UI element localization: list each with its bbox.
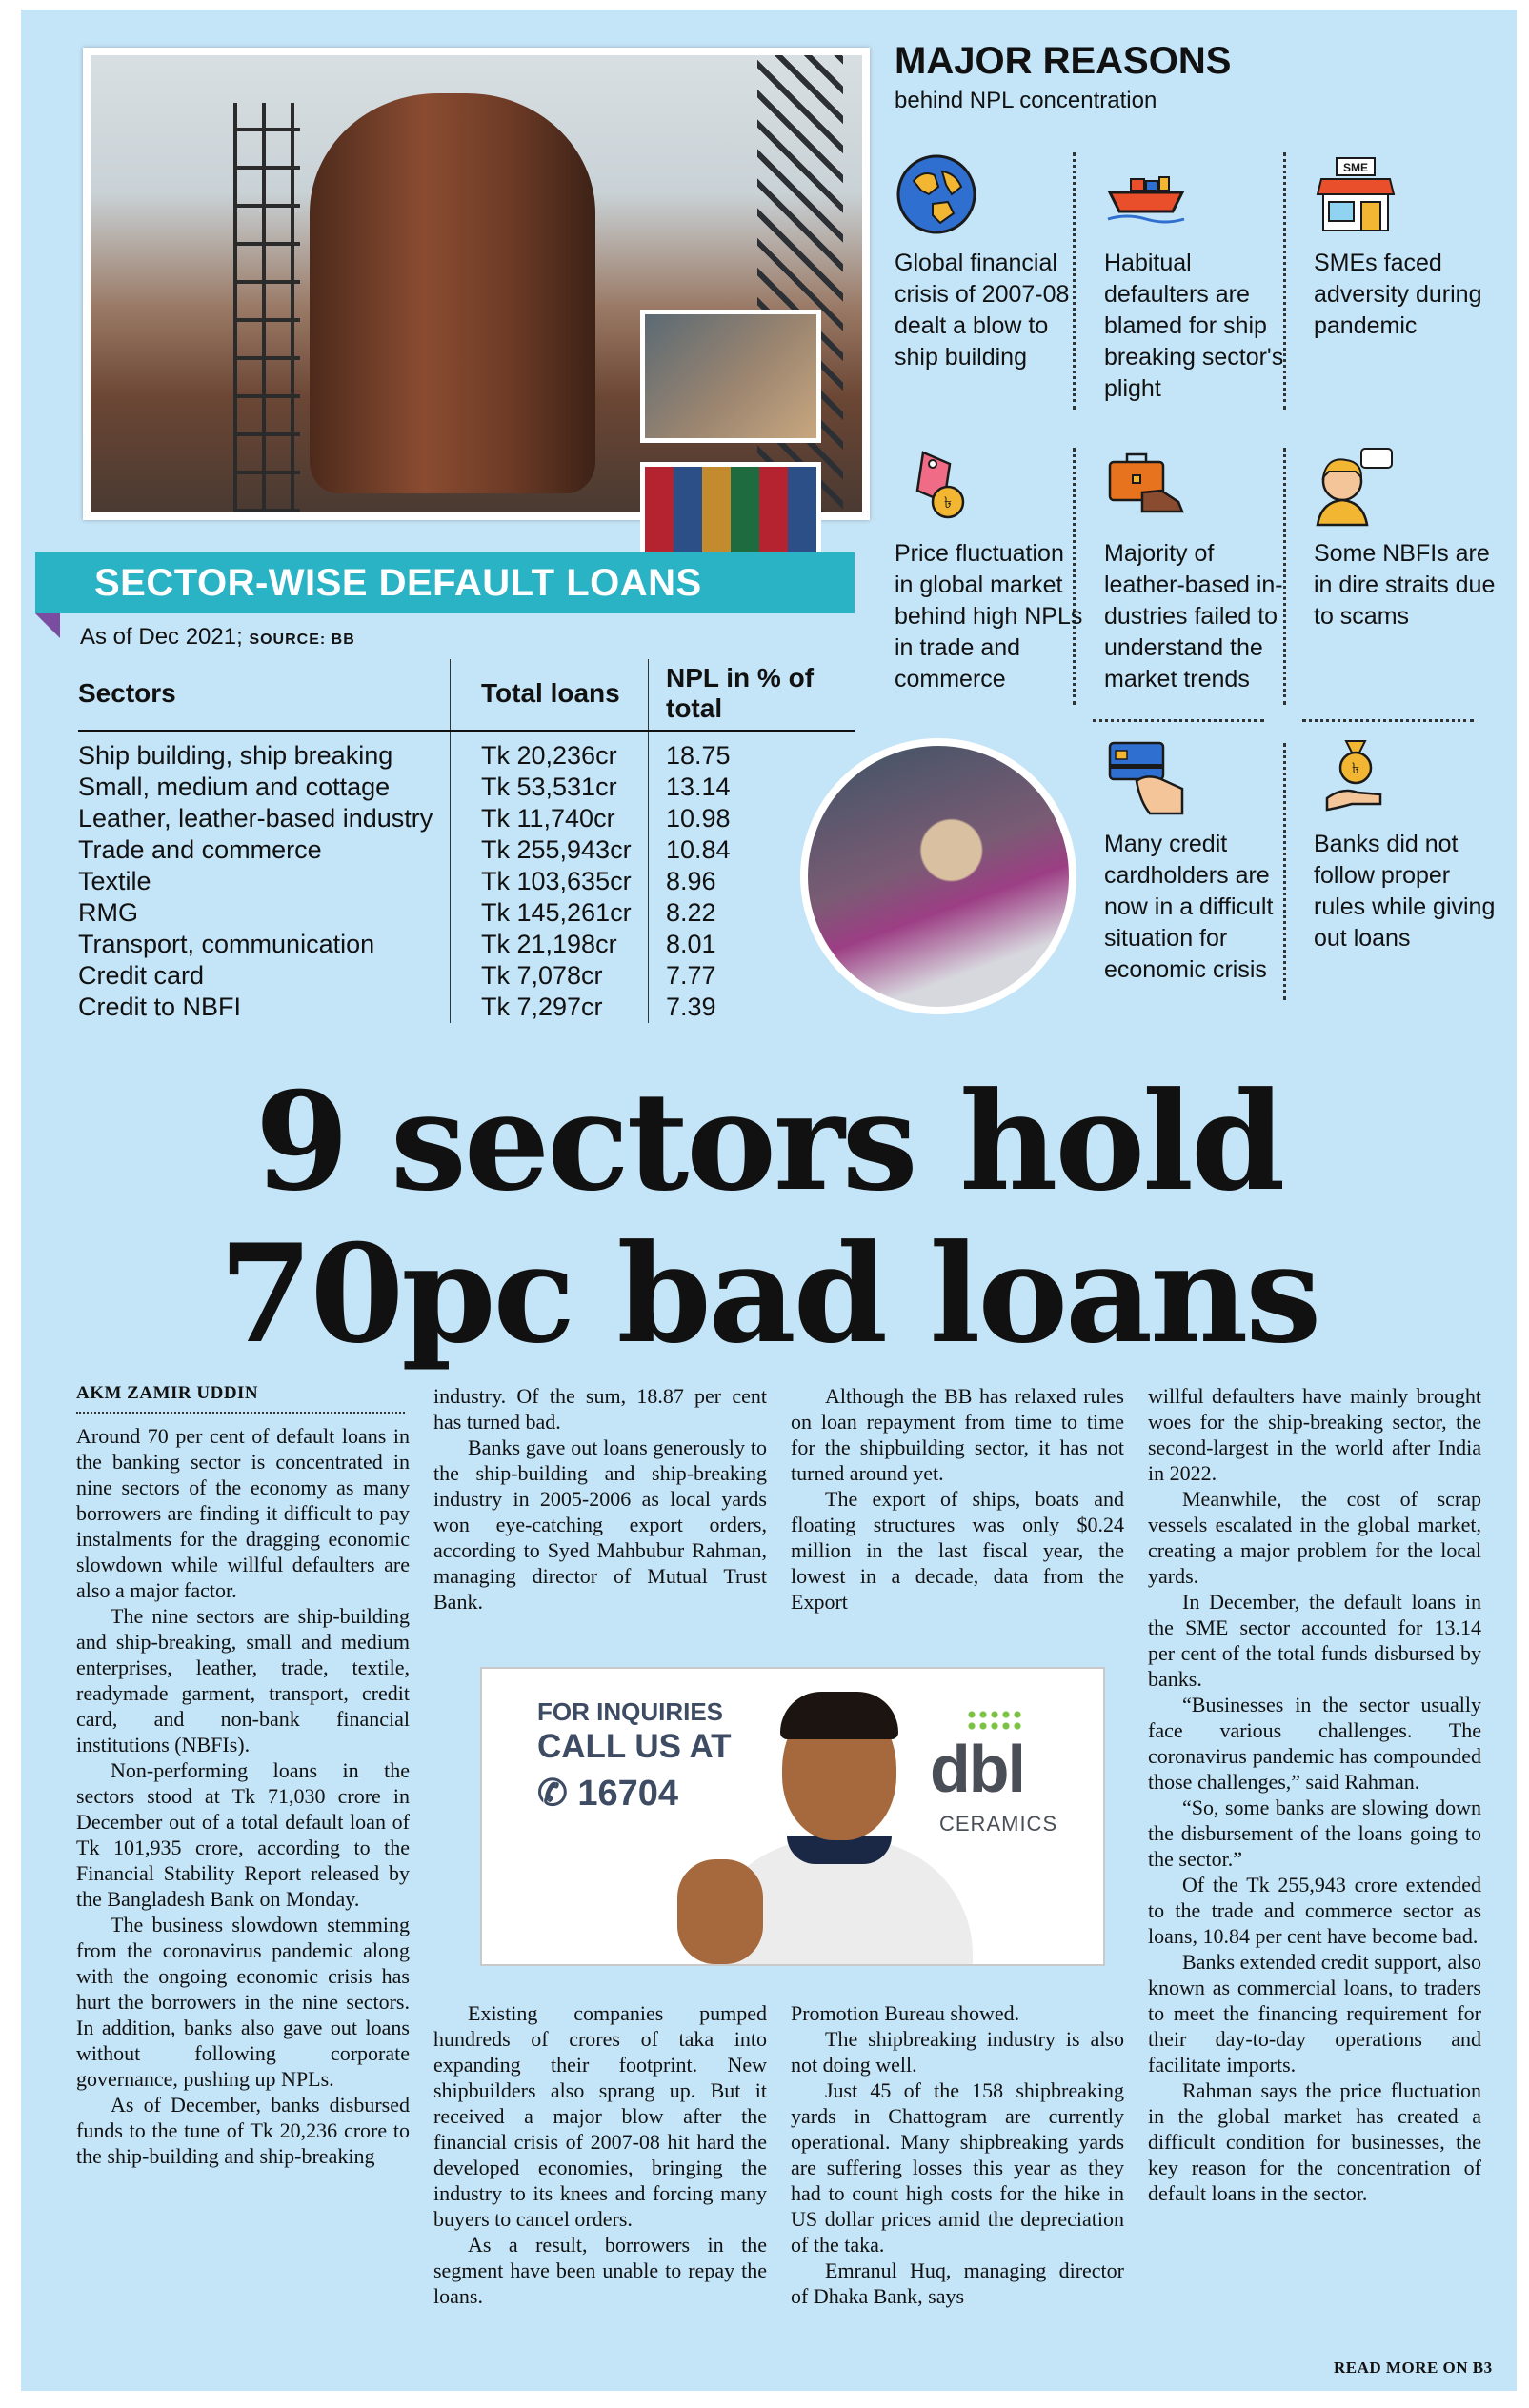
leather-worker-photo (640, 310, 821, 443)
ship-hull-graphic (310, 93, 595, 493)
byline: AKM ZAMIR UDDIN (76, 1383, 259, 1403)
dbl-logo-dots (966, 1709, 1023, 1732)
npl-cell: 10.98 (666, 804, 731, 833)
sector-cell: Credit card (78, 960, 451, 992)
npl-cell: 8.01 (666, 930, 716, 958)
paragraph: The shipbreaking industry is also not doing well. (791, 2027, 1124, 2077)
model-hand (677, 1859, 763, 1964)
as-of-line (80, 624, 355, 651)
paragraph: In December, the default loans in the SME sector accounted for 13.14 per cent of the total funds disbursed by banks. (1148, 1590, 1481, 1691)
paragraph: Meanwhile, the cost of scrap vessels escalated in the global market, creating a major problem for the local yards. (1148, 1487, 1481, 1588)
reason-item (1104, 733, 1295, 986)
reason-text: Many credit cardholders are now in a difficult situation for economic crisis (1104, 831, 1274, 983)
table-header-row (78, 659, 855, 731)
loan-cell: Tk 21,198cr (451, 929, 649, 960)
headline-line-2: 70pc bad loans (218, 1215, 1319, 1374)
loan-cell: Tk 103,635cr (451, 866, 649, 897)
divider (1302, 719, 1474, 722)
svg-text:৳: ৳ (1352, 759, 1359, 777)
article-column-1 (76, 1423, 410, 2169)
reason-item (1314, 152, 1504, 342)
ship-building-photo (83, 48, 870, 520)
paragraph: industry. Of the sum, 18.87 per cent has turned bad. (433, 1384, 767, 1434)
table-row (78, 929, 855, 960)
reason-text: SMEs faced adversity during pandemic (1314, 250, 1482, 339)
paragraph: “Businesses in the sector usually face various challenges. The coronavirus pandemic has compounded those challenges,” said Rahman. (1148, 1693, 1481, 1794)
paragraph: Existing companies pumped hundreds of crores of taka into expanding their footprint. New shipbuilders also sprang up. But it received a major blow after the financial crisis of 2007-08 hit hard the developed economies, bringing the industry to its knees and forcing many buyers to cancel orders. (433, 2001, 767, 2231)
paragraph: As of December, banks disbursed funds to the tune of Tk 20,236 crore to the ship-building and ship-breaking (76, 2093, 410, 2168)
sector-cell: Credit to NBFI (78, 992, 451, 1023)
ad-phone-number[interactable]: ✆ 16704 (537, 1774, 679, 1814)
article-column-2 (433, 1383, 767, 1615)
dbl-ceramics-ad[interactable] (480, 1667, 1105, 1966)
article-column-3-lower (791, 2000, 1124, 2309)
person-chat-icon (1314, 443, 1398, 527)
article-column-2-lower (433, 2000, 767, 2309)
column-header: NPL in % of total (649, 659, 855, 731)
reason-item (895, 443, 1085, 695)
paragraph: Non-performing loans in the sectors stood at Tk 71,030 crore in December out of a total default loan of Tk 101,935 crore, according to the Financial Stability Report released by the Bangladesh Bank on Monday. (76, 1758, 410, 1911)
reason-text: Majority of leather-based in-dustries failed to understand the market trends (1104, 540, 1283, 692)
paragraph: Banks gave out loans generously to the ship-building and ship-breaking industry in 2005-2006 as local yards won eye-catching export orders, according to Syed Mahbubur Rahman, managing director of Mutual Trust Bank. (433, 1435, 767, 1614)
paragraph: The export of ships, boats and floating structures was only $0.24 million in the last fiscal year, the lowest in a decade, data from the Export (791, 1487, 1124, 1614)
paragraph: Just 45 of the 158 shipbreaking yards in Chattogram are currently operational. Many shipbreaking yards are suffering losses this year as they had to count high costs for the hike in US dollar prices amid the depreciation of the taka. (791, 2078, 1124, 2257)
reason-item (1104, 152, 1295, 405)
paragraph: Of the Tk 255,943 crore extended to the trade and commerce sector as loans, 10.84 per cent have become bad. (1148, 1873, 1481, 1948)
scaffold-graphic (233, 103, 300, 512)
sector-table (78, 659, 855, 1023)
headline-line-1: 9 sectors hold (254, 1063, 1283, 1221)
dbl-logo-subtitle: CERAMICS (939, 1812, 1058, 1836)
paragraph: Emranul Huq, managing director of Dhaka Bank, says (791, 2258, 1124, 2308)
sme-shop-icon (1314, 152, 1398, 236)
reason-item (1314, 733, 1504, 954)
model-hair (780, 1692, 898, 1739)
table-row (78, 897, 855, 929)
crane-graphic (757, 55, 843, 512)
table-row (78, 772, 855, 803)
sector-cell: Transport, communication (78, 929, 451, 960)
reason-text: Some NBFIs are in dire straits due to scams (1314, 540, 1496, 630)
paragraph: willful defaulters have mainly brought woes for the ship-breaking sector, the second-largest in the world after India in 2022. (1148, 1384, 1481, 1485)
article-column-4 (1148, 1383, 1481, 2206)
sector-cell: Leather, leather-based industry (78, 803, 451, 834)
loan-cell: Tk 53,531cr (451, 772, 649, 803)
newspaper-page (21, 10, 1517, 2391)
table-row (78, 866, 855, 897)
table-row (78, 960, 855, 992)
paragraph: Although the BB has relaxed rules on loan repayment from time to time for the shipbuilding sector, it has not turned around yet. (791, 1384, 1124, 1485)
divider (1093, 719, 1264, 722)
npl-cell: 7.77 (666, 961, 716, 990)
banner-fold (35, 613, 60, 638)
npl-cell: 18.75 (666, 741, 731, 770)
paragraph: The business slowdown stemming from the coronavirus pandemic along with the ongoing economic crisis has hurt the borrowers in the nine sectors. In addition, banks also gave out loans without following corporate governance, pushing up NPLs. (76, 1913, 410, 2091)
major-reasons-subtitle: behind NPL concentration (895, 88, 1157, 113)
table-row (78, 803, 855, 834)
sector-cell: RMG (78, 897, 451, 929)
reason-text: Global financial crisis of 2007-08 dealt a blow to ship building (895, 250, 1070, 371)
table-row (78, 992, 855, 1023)
npl-cell: 13.14 (666, 773, 731, 801)
svg-text:৳: ৳ (944, 493, 952, 512)
reason-item (1104, 443, 1295, 695)
article-column-3 (791, 1383, 1124, 1615)
price-tag-icon (895, 443, 978, 527)
paragraph: “So, some banks are slowing down the disbursement of the loans going to the sector.” (1148, 1796, 1481, 1871)
paragraph: The nine sectors are ship-building and ship-breaking, small and medium enterprises, leather, trade, textile, readymade garment, transport, credit card, and non-bank financial institutions (NBFIs). (76, 1604, 410, 1756)
sector-cell: Textile (78, 866, 451, 897)
sector-cell: Ship building, ship breaking (78, 731, 451, 772)
sme-badge: SME (1342, 161, 1369, 174)
table-row (78, 731, 855, 772)
npl-cell: 8.22 (666, 898, 716, 927)
garment-worker-photo (800, 738, 1076, 1014)
loan-cell: Tk 20,236cr (451, 731, 649, 772)
column-header: Sectors (78, 659, 451, 731)
reason-item (895, 152, 1085, 373)
reason-text: Banks did not follow proper rules while giving out loans (1314, 831, 1496, 952)
paragraph: As a result, borrowers in the segment have been unable to repay the loans. (433, 2233, 767, 2308)
column-header: Total loans (451, 659, 649, 731)
npl-cell: 8.96 (666, 867, 716, 895)
sector-cell: Trade and commerce (78, 834, 451, 866)
npl-cell: 10.84 (666, 835, 731, 864)
sector-box-title: SECTOR-WISE DEFAULT LOANS (35, 552, 855, 613)
major-reasons-title: MAJOR REASONS (895, 40, 1232, 82)
loan-cell: Tk 7,078cr (451, 960, 649, 992)
paragraph: Around 70 per cent of default loans in the banking sector is concentrated in nine sectors of the economy as many borrowers are finding it difficult to pay instalments for the dragging economic slowdown while willful defaulters are also a major factor. (76, 1424, 410, 1602)
read-more-link[interactable]: READ MORE ON B3 (1334, 2358, 1493, 2377)
paragraph: Promotion Bureau showed. (791, 2001, 1020, 2025)
paragraph: Banks extended credit support, also known as commercial loans, to traders to meet the financing requirement for their day-to-day operations and facilitate imports. (1148, 1950, 1481, 2077)
byline-rule (76, 1412, 405, 1414)
dbl-logo: dbl (930, 1732, 1024, 1806)
money-bag-hand-icon (1314, 733, 1398, 817)
ad-inquiries-text: FOR INQUIRIES (537, 1697, 724, 1726)
loan-cell: Tk 11,740cr (451, 803, 649, 834)
reason-item (1314, 443, 1504, 632)
paragraph: Rahman says the price fluctuation in the global market has created a difficult condition for businesses, the key reason for the concentration of default loans in the sector. (1148, 2078, 1481, 2205)
loan-cell: Tk 7,297cr (451, 992, 649, 1023)
source-label: SOURCE: BB (249, 632, 355, 648)
reason-text: Habitual defaulters are blamed for ship breaking sector's plight (1104, 250, 1284, 402)
globe-icon (895, 152, 978, 236)
leather-goods-icon (1104, 443, 1188, 527)
credit-card-icon (1104, 733, 1188, 817)
ship-icon (1104, 152, 1188, 236)
npl-cell: 7.39 (666, 993, 716, 1021)
loan-cell: Tk 145,261cr (451, 897, 649, 929)
ad-call-text: CALL US AT (537, 1728, 732, 1765)
reason-text: Price fluctuation in global market behind high NPLs in trade and commerce (895, 540, 1083, 692)
as-of-date: As of Dec 2021; (80, 624, 243, 650)
loan-cell: Tk 255,943cr (451, 834, 649, 866)
table-row (78, 834, 855, 866)
sector-cell: Small, medium and cottage (78, 772, 451, 803)
